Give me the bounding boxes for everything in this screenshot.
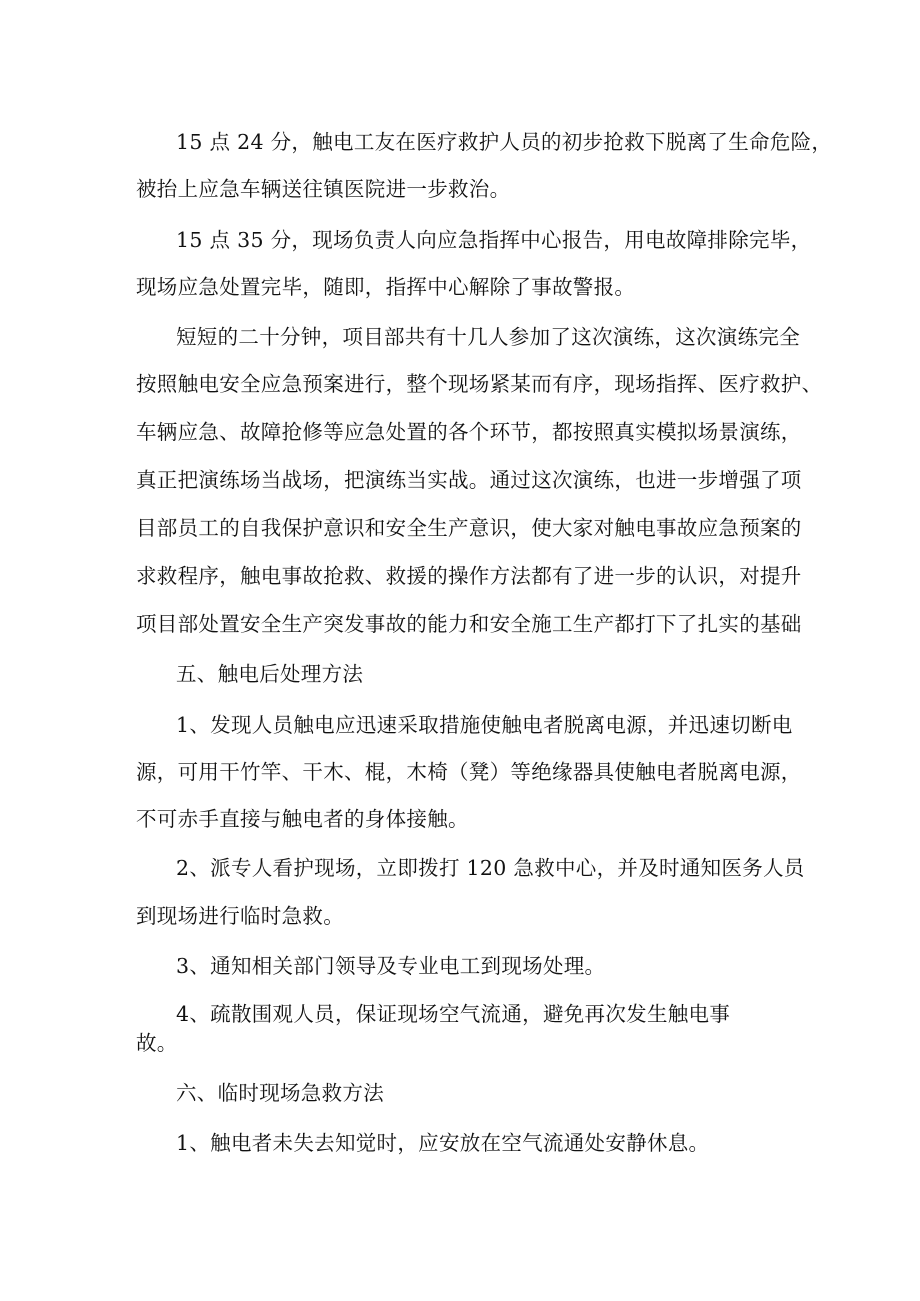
item-5-1-line-3: 不可赤手直接与触电者的身体接触。 [136,807,469,831]
paragraph-1-line-1: 15 点 24 分，触电工友在医疗救护人员的初步抢救下脱离了生命危险， [176,130,833,154]
section-heading-6: 六、临时现场急救方法 [176,1081,384,1105]
paragraph-3-line-4: 真正把演练场当战场，把演练当实战。通过这次演练，也进一步增强了项 [136,468,802,492]
paragraph-2-line-1: 15 点 35 分，现场负责人向应急指挥中心报告，用电故障排除完毕， [176,228,812,252]
item-6-1: 1、触电者未失去知觉时，应安放在空气流通处安静休息。 [176,1131,710,1155]
paragraph-3-line-7: 项目部处置安全生产突发事故的能力和安全施工生产都打下了扎实的基础 [136,612,802,636]
paragraph-3-line-6: 求救程序，触电事故抢救、救援的操作方法都有了进一步的认识，对提升 [136,564,802,588]
paragraph-1-line-2: 被抬上应急车辆送往镇医院进一步救治。 [136,177,511,201]
paragraph-3-line-3: 车辆应急、故障抢修等应急处置的各个环节，都按照真实模拟场景演练， [136,420,802,444]
item-5-4-line-2: 故。 [136,1031,178,1055]
item-5-1-line-2: 源，可用干竹竿、干木、棍，木椅（凳）等绝缘器具使触电者脱离电源， [136,760,802,784]
item-5-3: 3、通知相关部门领导及专业电工到现场处理。 [176,954,606,978]
paragraph-2-line-2: 现场应急处置完毕，随即，指挥中心解除了事故警报。 [136,275,636,299]
item-5-2-line-1: 2、派专人看护现场，立即拨打 120 急救中心，并及时通知医务人员 [176,856,805,880]
item-5-4-line-1: 4、疏散围观人员，保证现场空气流通，避免再次发生触电事 [176,1002,731,1026]
item-5-1-line-1: 1、发现人员触电应迅速采取措施使触电者脱离电源，并迅速切断电 [176,713,793,737]
item-5-2-line-2: 到现场进行临时急救。 [136,904,344,928]
section-heading-5: 五、触电后处理方法 [176,662,364,686]
paragraph-3-line-2: 按照触电安全应急预案进行，整个现场紧某而有序，现场指挥、医疗救护、 [136,372,823,396]
paragraph-3-line-1: 短短的二十分钟，项目部共有十几人参加了这次演练，这次演练完全 [176,325,800,349]
paragraph-3-line-5: 目部员工的自我保护意识和安全生产意识，使大家对触电事故应急预案的 [136,516,802,540]
